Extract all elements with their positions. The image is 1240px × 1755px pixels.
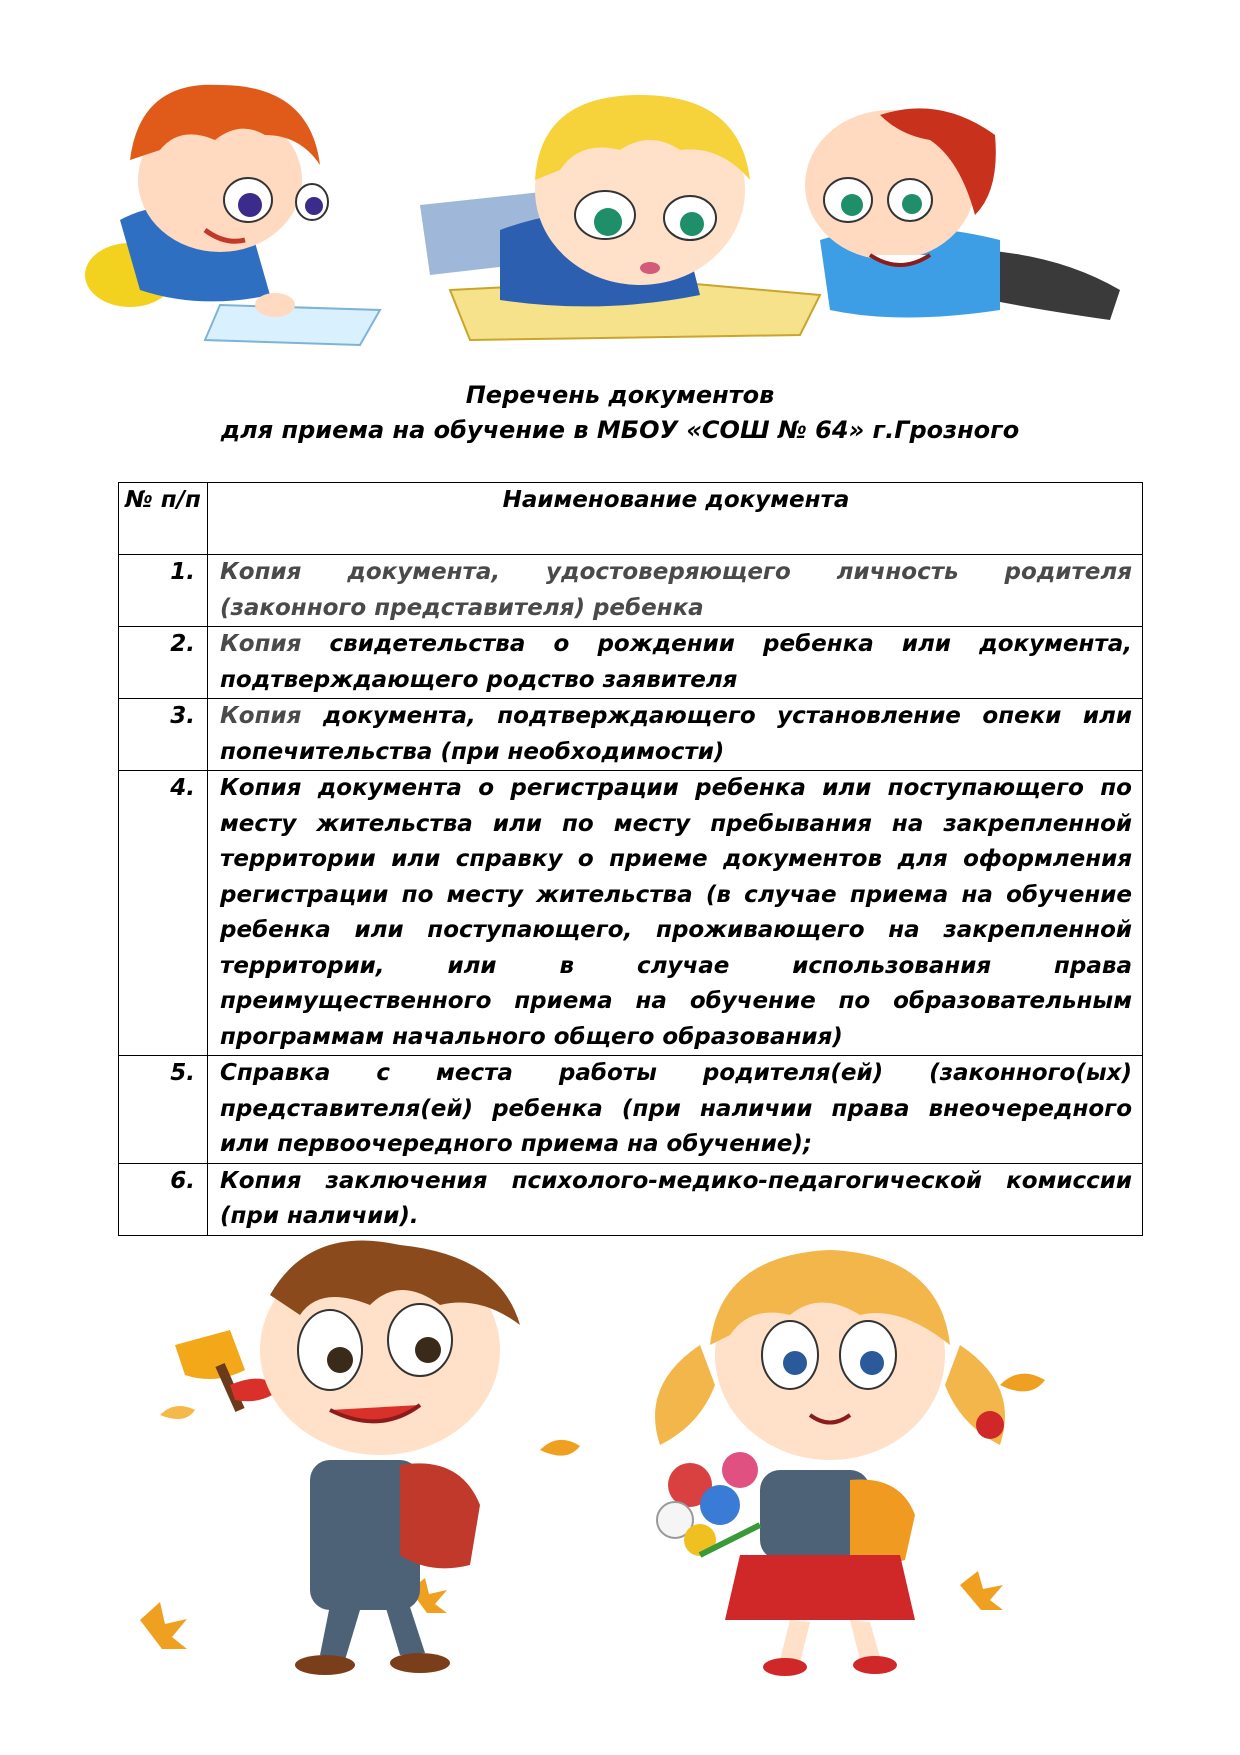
row-number: 6. xyxy=(119,1163,208,1235)
row-number: 2. xyxy=(119,627,208,699)
row-text: Копия заключения психолого-медико-педагогической комиссии (при наличии). xyxy=(220,1167,1132,1229)
row-number: 3. xyxy=(119,699,208,771)
schoolchildren-illustration xyxy=(0,1235,1240,1705)
header-document-name: Наименование документа xyxy=(208,483,1143,555)
left-boy-figure xyxy=(85,85,380,345)
title-line-2: для приема на обучение в МБОУ «СОШ № 64» г.Грозного xyxy=(220,416,1020,444)
table-row xyxy=(119,1056,1143,1164)
table-header-row xyxy=(119,483,1143,555)
row-document-text xyxy=(208,771,1143,1056)
row-document-text xyxy=(208,1056,1143,1164)
title-line-1: Перечень документов xyxy=(465,381,775,409)
row-text-muted: Копия документа, удостоверяющего личность родителя (законного представителя) ребенка xyxy=(220,559,1132,621)
row-number: 4. xyxy=(119,771,208,1056)
row-document-text xyxy=(208,555,1143,627)
row-document-text xyxy=(208,1163,1143,1235)
header-number: № п/п xyxy=(119,483,208,555)
row-number: 1. xyxy=(119,555,208,627)
table-row xyxy=(119,699,1143,771)
row-text: свидетельства о рождении ребенка или документа, подтверждающего родство заявителя xyxy=(220,631,1132,693)
row-document-text xyxy=(208,699,1143,771)
boy-with-bell-figure xyxy=(175,1241,520,1675)
table-row xyxy=(119,555,1143,627)
middle-boy-figure xyxy=(420,95,820,340)
row-document-text xyxy=(208,627,1143,699)
table-row xyxy=(119,1163,1143,1235)
children-reading-illustration xyxy=(0,40,1240,360)
document-title xyxy=(0,378,1240,448)
table-row xyxy=(119,627,1143,699)
row-text: Справка с места работы родителя(ей) (законного(ых) представителя(ей) ребенка (при наличии права внеочередного или первоочередного приема на обучение); xyxy=(220,1060,1132,1157)
row-text-muted: Копия xyxy=(220,703,302,729)
row-text-muted: Копия xyxy=(220,631,302,657)
row-text: Копия документа о регистрации ребенка или поступающего по месту жительства или по месту пребывания на закрепленной территории или справку о приеме документов для оформления регистрации по месту жительства (в случае приема на обучение ребенка или поступающего, проживающего на закрепленной территории, или в случае использования права преимущественного приема на обучение по образовательным программам начального общего образования) xyxy=(220,775,1132,1050)
right-boy-figure xyxy=(805,108,1120,320)
row-number: 5. xyxy=(119,1056,208,1164)
row-text: документа, подтверждающего установление опеки или попечительства (при необходимости) xyxy=(220,703,1132,765)
table-row xyxy=(119,771,1143,1056)
documents-table xyxy=(118,482,1143,1236)
girl-with-flowers-figure xyxy=(655,1250,1005,1676)
